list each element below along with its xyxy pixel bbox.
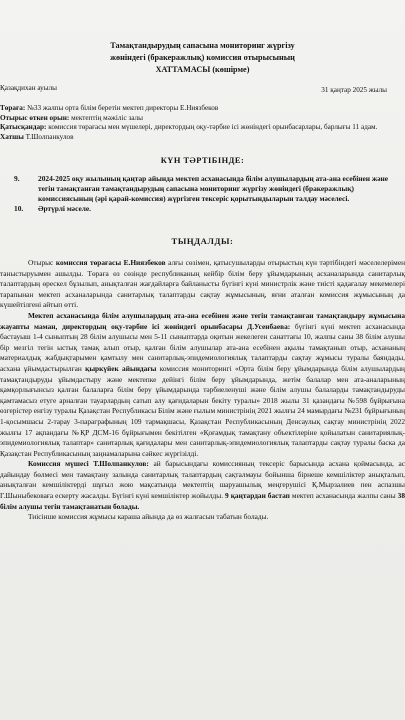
paragraph-text: комиссия мониторингі «Орта білім беру ұйымдарында білім алушылардың тамақтандыруды ұйымдастыру және мектепке дейінгі білім беру ұйымдарында, жетім балалар мен ата-аналарының қамқорлығынсыз қалған балаларға білім беру ұйымдарында тәрбиеленуші және білім алушы балаларды тамақтандыруды қамтамасыз етуге арналған тауарлардың сатып алу қағидаларын бекіту туралы» 2018 жылы 31 қазандағы №598 бұйрығына өзгерістер енгізу туралы Қазақстан Республикасы Білім және ғылым министрінің 2021 жылғы 24 мамырдағы №231 бұйрығының 1-қосымшасы 2-тарау 3-параграфының 109 тармақшасы, Қазақстан Республикасының Денсаулық сақтау министрінің 2022 жылғы 17 ақпандағы №ҚР ДСМ-16 бұйрығымен бекітілген «Қоғамдық тамақтану объектілеріне қойылатын санитариялық-эпидемиологиялық талаптар» санитарлық қағидалары мен санитарлық-эпидемиологиялық талаптарды сақтау туралы баска да Қазақстан Республикасының заңнамаларына сәйкес жүргізілді. (0, 363, 405, 458)
participants-line (0, 123, 405, 133)
secretary-line (0, 133, 405, 143)
venue-value: мектептің мәжіліс залы (69, 113, 143, 122)
paragraph-text: бүгінгі күні мектеп асханасында бастауыш 1-4 сыныптың 28 білім алушысы мен 5-11 сыныптарда оқитын жекелеген санаттағы 10, жалпы саны 38 білім алушы бір мезгіл тегін ыстық тамақ алып отыр, қалған білім алушылар ата-ана есебінен ақылы тамақтанып отыр, асхананың материалдық жабдықтарымен қамтылу мен санитарлық-эпидемиологиялық талаптарды сақтау жұмысы туралы баяндады, асхана ұйымдастырылған (0, 321, 405, 373)
chair-name: комиссия төрағасы Е.Ниязбеков (55, 258, 166, 267)
place: Қазақдихан ауылы (0, 84, 58, 92)
participants-label: Қатысқандар: (0, 123, 47, 131)
chair-label: Төрағa: (0, 104, 26, 112)
agenda-item (14, 204, 401, 214)
minutes-body (0, 258, 405, 523)
venue-label: Отырыс өткен орын: (0, 113, 70, 122)
paragraph-member (0, 459, 405, 512)
secretary-value: Т.Шолпанкулов (23, 132, 74, 141)
participants-value: комиссия төрағасы мен мүшелері, директордың оқу-тәрбие ісі жөніндегі орынбасарлары, барлығы 11 адам. (46, 123, 378, 131)
meeting-details (0, 104, 405, 142)
venue-line (0, 114, 405, 124)
document-title (0, 40, 405, 76)
emphasis-text: 9 қаңтардан бастап (225, 491, 290, 501)
title-line-2: жөніндегі (бракеражлық) комиссия отырысының (110, 53, 295, 62)
place-date-row (0, 84, 405, 96)
agenda-item-text: 2024-2025 оқу жылының қаңтар айында мектеп асханасында білім алушылардың ата-ана есебінен және тегін тамақтанған тамақтандырудың сапасына мониторинг жүргізу жөніндегі (бракеражлық) комиссиясының (әрі қарай-комиссия) жүргізген тексеріс қорытындыларын талдау мәселесі. (38, 174, 389, 203)
title-line-3: ХАТТАМАСЫ (көшірме) (155, 65, 250, 74)
agenda-item-text: Әртүрлі мәселе. (38, 204, 92, 213)
emphasis-text: қыркүйек айындағы (85, 363, 157, 373)
speaker-intro: Мектеп асханасында білім алушылардың ата-ана есебінен және тегін тамақтанған тамақтандыру жұмысына жауапты маман, директордың оқу-тәрбие ісі жөніндегі орынбасары Д.Усенбаева: (0, 310, 405, 331)
paragraph-closing: Тиісінше комиссия жұмысы караша айында да өз жалғасын табатын болады. (28, 512, 269, 522)
agenda-item-number: 9. (14, 174, 20, 183)
secretary-label: Хатшы (0, 132, 24, 141)
paragraph-opening (0, 258, 405, 311)
speaker-intro: Комиссия мүшесі Т.Шолпанкулов: (28, 459, 149, 469)
paragraph-text: алғы сөзімен, қатысушыларды отырыстың күн тәртібіндегі мәселелерімен таныстыруымен ашылды. Төрағa өз сөзінде республиканың кейбір білім беру ұйымдарының асханаларында санитарлық талаптардың өрескел бұзылып, анықталған жағдайларға байланысты бүгінгі күні министрлік және тиісті қадағалау мекемелері тарапынан мектеп асханаларында санитарлық талаптарды сақтау жұмысының, яғни аталған комиссия жұмысының да күшейтілгені айтып өтті. (0, 258, 405, 310)
paragraph-text: ай барысындағы комиссияның тексеріс барысында асхана қоймасында, ас дайындау бөлмесі мен тамақтану залында санитарлық талаптардың сақталмауы бойынша бірнеше кемшіліктер анықталып, анықталған кемшіліктерді шұғыл жою мақсатында мектептің шаруашылық меңгерушісі Қ.Мырзалиев пен аспазшы Г.Шыныбековаға ескерту жасалды. Бүгінгі күні кемшіліктер жойылды. (0, 459, 405, 501)
paragraph-text: мектеп асханасында жалпы саны (289, 491, 398, 501)
paragraph-report (0, 311, 405, 459)
agenda-list (0, 174, 405, 214)
agenda-item-number: 10. (14, 204, 24, 213)
agenda-item (14, 174, 401, 204)
emphasis-text: 38 білім алушы тегін тамақтанатын болады. (0, 491, 405, 511)
chair-value: №33 жалпы орта білім беретін мектеп директоры Е.Ниязбеков (25, 104, 219, 112)
listened-heading: ТЫҢДАЛДЫ: (171, 236, 234, 246)
chair-line (0, 104, 405, 114)
title-line-1: Тамақтандырудың сапасына мониторинг жүргізу (110, 41, 295, 50)
date: 31 қаңтар 2025 жылы (321, 86, 387, 94)
agenda-heading: КҮН ТӘРТІБІНДЕ: (160, 156, 245, 165)
paragraph-text: Отырыс (28, 258, 56, 267)
